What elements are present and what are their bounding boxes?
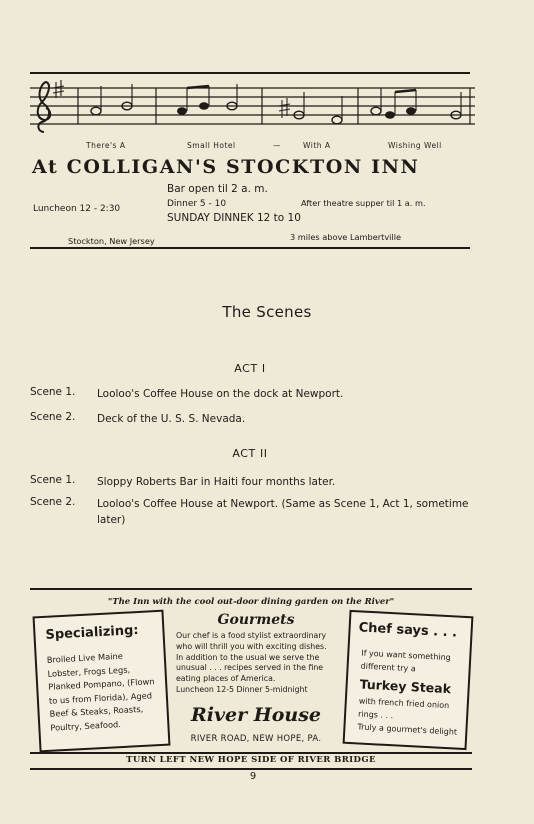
- directions-text: TURN LEFT NEW HOPE SIDE OF RIVER BRIDGE: [126, 755, 376, 765]
- river-house-tagline: "The Inn with the cool out-door dining garden on the River": [107, 597, 395, 607]
- chef-line: different try a: [360, 661, 416, 674]
- music-staff-icon: [30, 80, 475, 140]
- inn-title: At COLLIGAN'S STOCKTON INN: [32, 156, 420, 178]
- scene-description: Looloo's Coffee House at Newport. (Same as Scene 1, Act 1, sometime later): [97, 498, 469, 526]
- lyric-word: —: [273, 141, 281, 150]
- lyric-word: Wishing Well: [388, 141, 442, 150]
- scene-row: [30, 474, 490, 490]
- scene-description: Deck of the U. S. S. Nevada.: [97, 413, 246, 425]
- scene-description: Sloppy Roberts Bar in Haiti four months later.: [97, 476, 336, 488]
- inn-distance: 3 miles above Lambertville: [290, 232, 402, 242]
- chef-says-title: Chef says . . .: [358, 620, 458, 641]
- bottom-ad-bottom-rule: [30, 768, 472, 770]
- scene-label: Scene 2.: [30, 496, 76, 508]
- gourmets-title: Gourmets: [217, 612, 295, 628]
- river-house-address: RIVER ROAD, NEW HOPE, PA.: [190, 734, 322, 744]
- top-ad-bottom-rule: [30, 247, 470, 249]
- lyric-word: With A: [303, 141, 331, 150]
- page-number: 9: [249, 771, 257, 782]
- chef-line: rings . . .: [357, 709, 394, 721]
- scene-row: [30, 411, 490, 427]
- turkey-steak: Turkey Steak: [359, 676, 452, 697]
- gourmets-text: [176, 631, 336, 696]
- chef-line: Truly a gourmet's delight: [357, 722, 458, 737]
- sunday-hours: SUNDAY DINNEK 12 to 10: [167, 212, 301, 224]
- act-heading: ACT II: [232, 447, 268, 460]
- lyric-word: Small Hotel: [187, 141, 236, 150]
- gourmets-description: Our chef is a food stylist extraordinary who will thrill you with exciting dishes. In addition to the usual we serve the unusual . . . recipes served in the fine eating places of America.: [176, 631, 327, 684]
- scene-row: [30, 496, 490, 528]
- bottom-ad-top-rule: [30, 588, 472, 590]
- specializing-text: Broiled Live Maine Lobster, Frogs Legs, Planked Pompano, (Flown to us from Florida), Aged Beef & Steaks, Roasts, Poultry, Seafood.: [46, 650, 155, 733]
- river-house-hours: Luncheon 12-5 Dinner 5-midnight: [176, 684, 308, 694]
- scene-label: Scene 1.: [30, 386, 76, 398]
- lyric-word: There's A: [86, 141, 126, 150]
- inn-location: Stockton, New Jersey: [68, 236, 155, 246]
- scene-label: Scene 2.: [30, 411, 76, 423]
- scene-description: Looloo's Coffee House on the dock at Newport.: [97, 388, 344, 400]
- luncheon-hours: Luncheon 12 - 2:30: [33, 204, 121, 214]
- chef-says-box: [343, 610, 474, 750]
- scene-label: Scene 1.: [30, 474, 76, 486]
- top-ad-top-rule: [30, 72, 470, 74]
- scene-row: [30, 386, 490, 402]
- specializing-title: Specializing:: [45, 623, 139, 643]
- bottom-ad-mid-rule: [30, 752, 472, 754]
- after-theatre-hours: After theatre supper til 1 a. m.: [301, 198, 426, 208]
- bar-hours: Bar open til 2 a. m.: [167, 183, 268, 195]
- scenes-title: The Scenes: [222, 303, 312, 321]
- chef-line: with french fried onion: [358, 696, 450, 711]
- chef-line: If you want something: [361, 648, 451, 663]
- river-house-logo: River House: [191, 704, 321, 726]
- act-heading: ACT I: [234, 362, 266, 375]
- dinner-hours: Dinner 5 - 10: [167, 199, 227, 209]
- specializing-box: [33, 610, 171, 753]
